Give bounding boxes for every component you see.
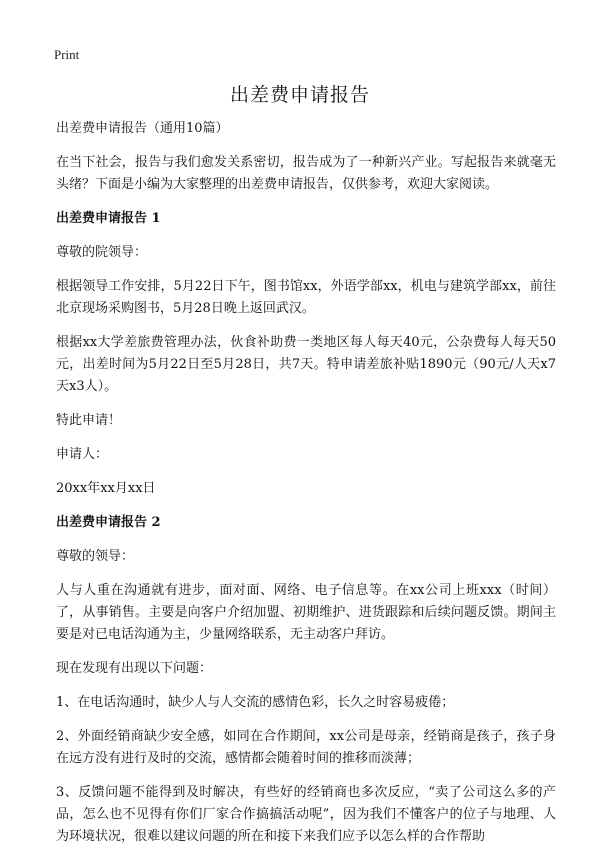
page-title: 出差费申请报告	[229, 84, 370, 106]
section-1	[56, 208, 556, 500]
paragraph: 3、反馈问题不能得到及时解决，有些好的经销商也多次反应，“卖了公司这么多的产品，怎么也不见得有你们厂家合作搞搞活动呢”，因为我们不懂客户的位子与地理、人为环境状况，很难以建议问题的所在和接下来我们应予以怎么样的合作帮助	[56, 785, 556, 844]
section-2	[56, 512, 556, 848]
paragraph: 尊敬的院领导：	[56, 245, 148, 260]
paragraph: 人与人重在沟通就有进步，面对面、网络、电子信息等。在xx公司上班xxx（时间）了，从事销售。主要是向客户介绍加盟、初期维护、进货跟踪和后续问题反馈。期间主要是对已电话沟通为主，少量网络联系，无主动客户拜访。	[56, 583, 556, 642]
paragraph: 申请人：	[56, 447, 109, 462]
paragraph: 根据xx大学差旅费管理办法，伙食补助费一类地区每人每天40元，公杂费每人每天50元，出差时间为5月22日至5月28日，共7天。特申请差旅补贴1890元（90元/人天x7天x3人）。	[56, 335, 556, 394]
document-subtitle: 出差费申请报告（通用10篇）	[56, 121, 229, 136]
paragraph: 20xx年xx月xx日	[56, 481, 156, 496]
paragraph: 1、在电话沟通时，缺少人与人交流的感情色彩，长久之时容易疲倦；	[56, 695, 455, 710]
document-body	[56, 118, 556, 860]
print-link[interactable]: Print	[54, 47, 80, 62]
paragraph: 根据领导工作安排，5月22日下午，图书馆xx，外语学部xx，机电与建筑学部xx，前往北京现场采购图书，5月28日晚上返回武汉。	[56, 279, 556, 316]
paragraph: 尊敬的领导：	[56, 549, 135, 564]
section-heading: 出差费申请报告 2	[56, 515, 161, 530]
intro-paragraph: 在当下社会，报告与我们愈发关系密切，报告成为了一种新兴产业。写起报告来就毫无头绪？下面是小编为大家整理的出差费申请报告，仅供参考，欢迎大家阅读。	[56, 155, 556, 192]
section-heading: 出差费申请报告 1	[56, 211, 161, 226]
paragraph: 2、外面经销商缺少安全感，如同在合作期间，xx公司是母亲，经销商是孩子，孩子身在远方没有进行及时的交流，感情都会随着时间的推移而淡薄；	[56, 729, 556, 766]
paragraph: 现在发现有出现以下问题：	[56, 661, 213, 676]
paragraph: 特此申请！	[56, 413, 122, 428]
